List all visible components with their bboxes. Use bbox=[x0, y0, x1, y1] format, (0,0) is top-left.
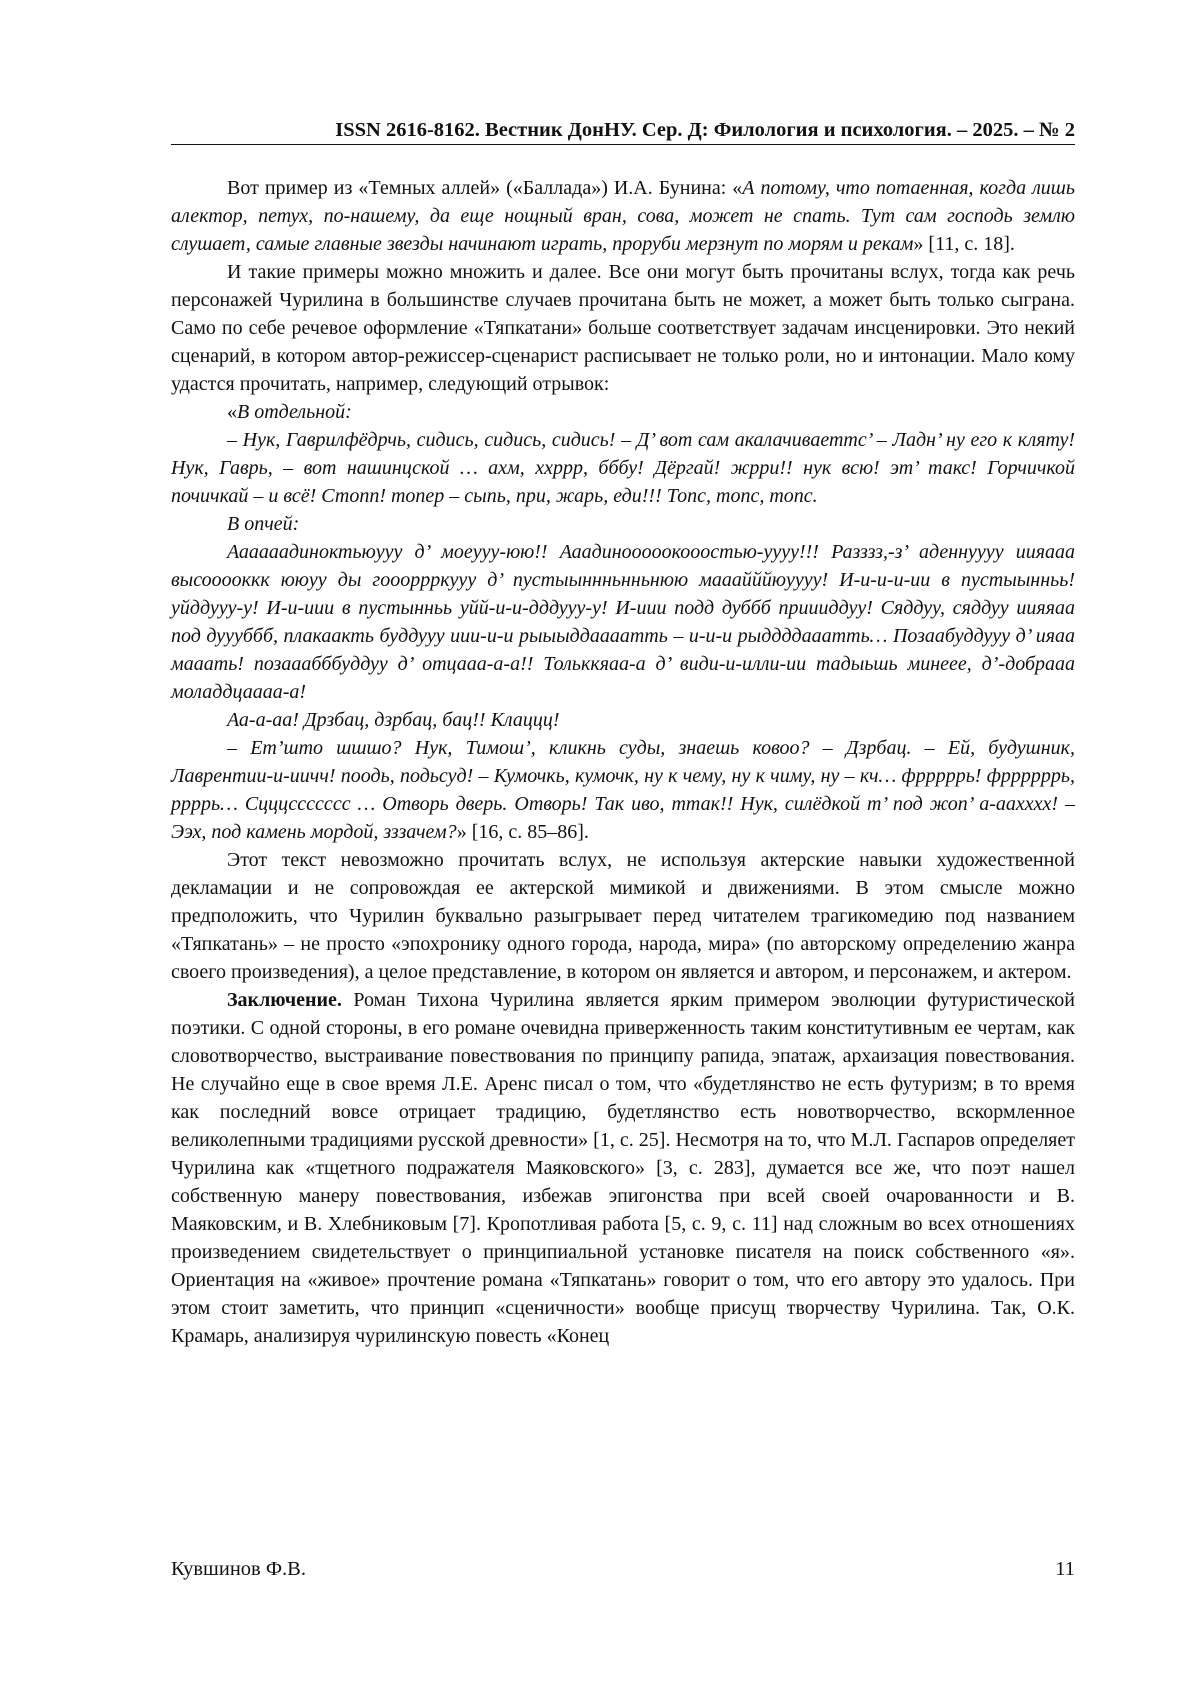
running-header: ISSN 2616-8162. Вестник ДонНУ. Сер. Д: Филология и психология. – 2025. – № 2 bbox=[171, 117, 1075, 145]
quote-dialogue-2 bbox=[171, 734, 1075, 846]
quote-song: Аааааадиноктьюууу д’ моеууу-юю!! Ааадинооооокооостью-уууу!!! Разззз,-з’ аденнуууу иияааа высооооккк ююуу ды гоооррркууу д’ пустыыннньнньнюю мааайййюуууу! И-и-и-и-ии в пустыынньь! уйддууу-у! И-и-иии в пустынньь уйй-и-и-дддууу-у! И-иии подд дуббб приииддуу! Сяддуу, сяддуу иияяаа под дуууббб, плакаакть буддууу иии-и-и рыыыддаааатть – и-и-и рыддддааатть… Позаабуддууу д’ ияаа мааать! позааабббуддуу д’ отцааа-а-а!! Тольккяаа-а д’ види-и-илли-ии тадыьшь минеее, д’-добрааа моладдцаааа-а! bbox=[171, 541, 1075, 703]
bunin-intro: Вот пример из «Темных аллей» («Баллада») И.А. Бунина: « bbox=[227, 177, 743, 199]
bunin-ref: » [11, с. 18]. bbox=[913, 233, 1015, 255]
paragraph-conclusion bbox=[171, 986, 1075, 1350]
quote-common-heading: В опчей: bbox=[227, 513, 300, 535]
paragraph-examples: И такие примеры можно множить и далее. Все они могут быть прочитаны вслух, тогда как речь персонажей Чурилина в большинстве случаев прочитана быть не может, а может быть только сыграна. Само по себе речевое оформление «Тяпкатани» больше соответствует задачам инсценировки. Это некий сценарий, в котором автор-режиссер-сценарист расписывает не только роли, но и интонации. Мало кому удастся прочитать, например, следующий отрывок: bbox=[171, 261, 1075, 395]
quote-dialogue-1: – Нук, Гаврилфёдрчь, сидись, сидись, сидись! – Д’ вот сам акалачиваеттс’ – Ладн’ ну его к кляту! Нук, Гаврь, – вот нашинцской … ахм, ххррр, бббу! Дёргай! жрри!! нук всю! эт’ такс! Горчичкой почичкай – и всё! Стопп! топер – сыпь, при, жарь, еди!!! Топс, топс, топс. bbox=[171, 429, 1075, 507]
conclusion-text: Роман Тихона Чурилина является ярким примером эволюции футуристической поэтики. С одной стороны, в его романе очевидна приверженность таким конститутивным ее чертам, как словотворчество, выстраивание повествования по принципу рапида, эпатаж, архаизация повествования. Не случайно еще в свое время Л.Е. Аренс писал о том, что «будетлянство не есть футуризм; в то время как последний вовсе отрицает традицию, будетлянство есть новотворчество, вскормленное великолепными традициями русской древности» [1, с. 25]. Несмотря на то, что М.Л. Гаспаров определяет Чурилина как «тщетного подражателя Маяковского» [3, с. 283], думается все же, что поэт нашел собственную манеру повествования, избежав эпигонства при всей своей очарованности и В. Маяковским, и В. Хлебниковым [7]. Кропотливая работа [5, с. 9, с. 11] над сложным во всех отношениях произведением свидетельствует о принципиальной установке писателя на поиск собственного «я». Ориентация на «живое» прочтение романа «Тяпкатань» говорит о том, что его автору это удалось. При этом стоит заметить, что принцип «сценичности» вообще присущ творчеству Чурилина. Так, О.К. Крамарь, анализируя чурилинскую повесть «Конец bbox=[171, 989, 1075, 1347]
paragraph-bunin-example bbox=[171, 174, 1075, 258]
quote-exclamation: Аа-а-аа! Дрзбац, дзрбац, бац!! Клаццц! bbox=[227, 709, 560, 731]
paragraph-reading-aloud: Этот текст невозможно прочитать вслух, не используя актерские навыки художественной декламации и не сопровождая ее актерской мимикой и движениями. В этом смысле можно предположить, что Чурилин буквально разыгрывает перед читателем трагикомедию под названием «Тяпкатань» – не просто «эпохронику одного города, народа, мира» (по авторскому определению жанра своего произведения), а целое представление, в котором он является и автором, и персонажем, и актером. bbox=[171, 849, 1075, 983]
quote-line-separate: «В отдельной: bbox=[227, 401, 352, 423]
quote-dialogue-2-text: – Ет’што шшшо? Нук, Тимош’, кликнь суды, знаешь ковоо? – Дзрбац. – Ей, будушник, Лаврентии-и-иичч! поодь, подьсуд! – Кумочкь, кумочк, ну к чему, ну к чиму, ну – кч… фрррррь! фррррррь, ррррь… Сцццссссссс … Отворь дверь. Отворь! Так иво, ттак!! Нук, силёдкой т’ под жоп’ а-аахххх! – Ээх, под камень мордой, зззачем? bbox=[171, 737, 1075, 843]
quote-dialogue-2-ref: » [16, с. 85–86]. bbox=[456, 821, 589, 843]
bunin-quote: А потому, что потаенная, когда лишь алектор, петух, по-нашему, да еще нощный вран, сова, может не спать. Тут сам господь землю слушает, самые главные звезды начинают играть, проруби мерзнут по морям и рекам bbox=[171, 177, 1075, 255]
quote-separate-heading: В отдельной: bbox=[237, 401, 352, 423]
article-body bbox=[171, 174, 1075, 1350]
conclusion-lead: Заключение. bbox=[227, 989, 342, 1011]
footer-author: Кувшинов Ф.В. bbox=[171, 1558, 306, 1580]
page-number: 11 bbox=[1055, 1558, 1075, 1580]
